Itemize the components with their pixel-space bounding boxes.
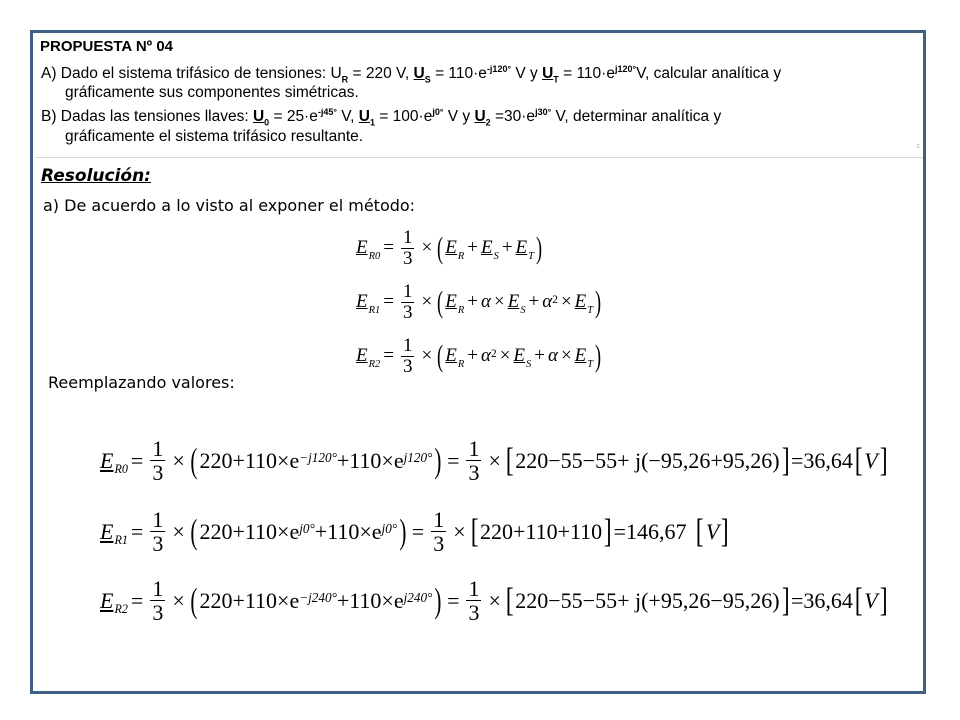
statement-a-line1: A) Dado el sistema trifásico de tensiones: $U_R = 220$ V, $U_S = 110\cdot e^{-j120^\circ}$ V y $U_T = 110\cdot e^{j120^\circ}V$, calcular analítica y [41, 64, 782, 85]
statement-b-line1: B) Dadas las tensiones llaves: $U_0 = 25\cdot e^{-j45^\circ}$ V, $U_1 = 100\cdot e^{j0^\circ}$ V y $U_2 =30\cdot e^{j30^\circ}$ V, determinar analítica y [41, 107, 722, 128]
formula-er2: E R2 = $\frac{1}{3}$ × ( E R + α $^2$ × E S + α × E T ) [356, 335, 602, 377]
item-a-text: a) De acuerdo a lo visto al exponer el método: [43, 196, 416, 215]
formula-er0: E R0 = $\frac{1}{3}$ × ( E R + E S + E T ) [356, 227, 543, 269]
result-er0: E R0 = $\frac{1}{3}$ × ( 220+110×e $^{-j120^\circ}$ +110×e $^{j120^\circ}$ ) = $\frac{1}{3}$ × [ 220−55−55+ j(−95,26+95,26) ] =36,64 [ V ] [100, 436, 888, 486]
statement-b-line2: gráficamente el sistema trifásico resultante. [65, 128, 364, 145]
result-er1: E R1 = $\frac{1}{3}$ × ( 220+110×e $^{j0^\circ}$ +110×e $^{j0^\circ}$ ) = $\frac{1}{3}$ × [ 220+110+110 ] =146,67 [ V ] [100, 507, 729, 557]
replacing-values-text: Reemplazando valores: [48, 373, 235, 392]
corner-mark: c [916, 143, 920, 150]
resolution-heading: Resolución: [41, 166, 151, 186]
problem-statement-image [35, 35, 923, 158]
result-er2: E R2 = $\frac{1}{3}$ × ( 220+110×e $^{-j240^\circ}$ +110×e $^{j240^\circ}$ ) = $\frac{1}{3}$ × [ 220−55−55+ j(+95,26−95,26) ] =36,64 [ V ] [100, 576, 888, 626]
formula-er1: E R1 = $\frac{1}{3}$ × ( E R + α × E S + α $^2$ × E T ) [356, 281, 602, 323]
statement-a-line2: gráficamente sus componentes simétricas. [65, 84, 359, 101]
problem-title: PROPUESTA Nº 04 [40, 38, 174, 55]
